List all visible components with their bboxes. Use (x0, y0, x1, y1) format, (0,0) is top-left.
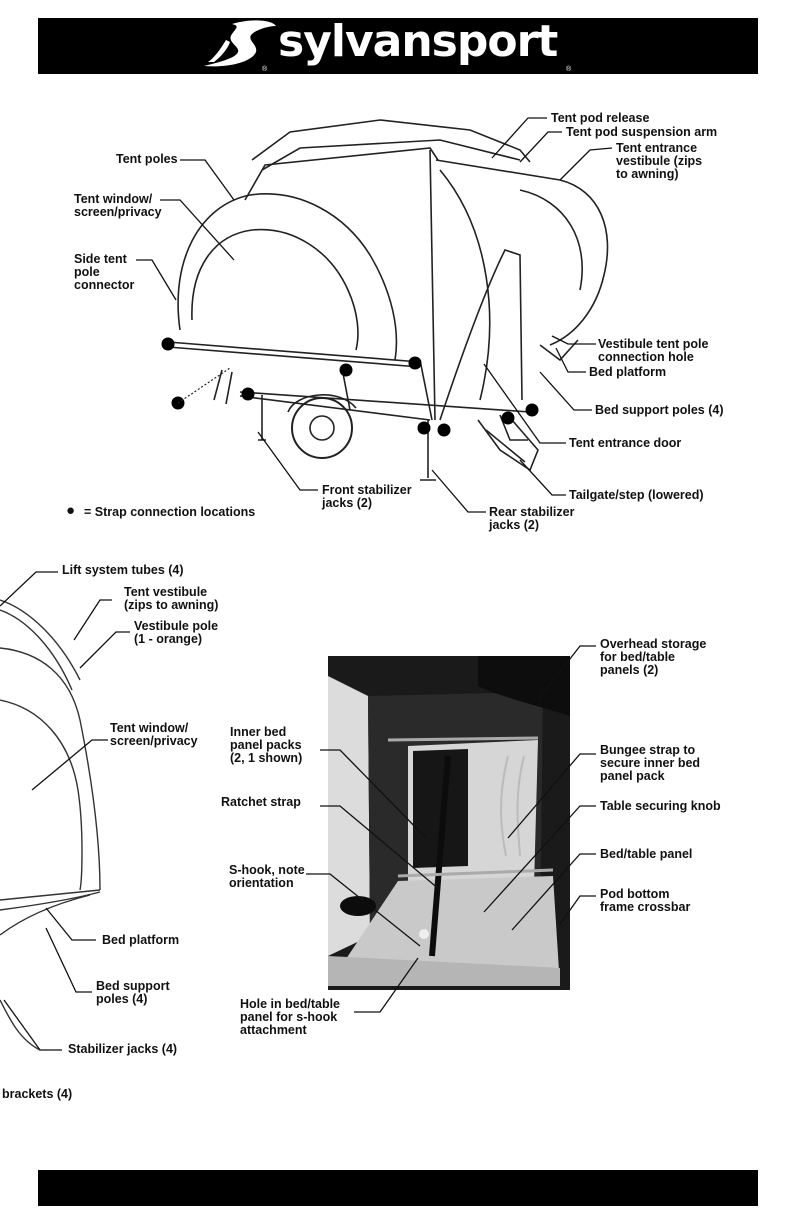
label-stabilizer-jacks: Stabilizer jacks (4) (68, 1042, 178, 1056)
label-side-bed-platform: Bed platform (102, 933, 180, 947)
label-rear-stabilizer-jacks: Rear stabilizer jacks (2) (489, 505, 575, 532)
label-bed-support-poles: Bed support poles (4) (595, 403, 724, 417)
brand-name: sylvansport (278, 16, 558, 67)
label-vestibule-pole: Vestibule pole (1 - orange) (134, 619, 219, 646)
label-lift-system-tubes: Lift system tubes (4) (62, 563, 184, 577)
label-tent-window: Tent window/ screen/privacy (74, 192, 162, 219)
label-tent-poles: Tent poles (116, 152, 178, 166)
label-tailgate-step: Tailgate/step (lowered) (569, 488, 704, 502)
label-bungee-strap: Bungee strap to secure inner bed panel pack (600, 743, 701, 783)
legend-text: = Strap connection locations (84, 505, 256, 519)
label-tent-pod-suspension-arm: Tent pod suspension arm (566, 125, 718, 139)
label-tent-entrance-vestibule: Tent entrance vestibule (zips to awning) (616, 141, 703, 181)
legend-dot-icon: ● (66, 502, 76, 519)
label-table-securing-knob: Table securing knob (600, 799, 721, 813)
label-vestibule-tent-pole-hole: Vestibule tent pole connection hole (598, 337, 709, 364)
footer-bar (38, 1170, 758, 1206)
label-side-bed-support-poles: Bed support poles (4) (96, 979, 170, 1006)
label-bed-platform: Bed platform (589, 365, 667, 379)
label-inner-bed-panel-packs: Inner bed panel packs (2, 1 shown) (230, 725, 303, 765)
label-overhead-storage: Overhead storage for bed/table panels (2) (600, 637, 707, 677)
label-front-stabilizer-jacks: Front stabilizer jacks (2) (322, 483, 412, 510)
label-side-tent-pole-connector: Side tent pole connector (74, 252, 135, 292)
label-brackets: brackets (4) (2, 1087, 73, 1101)
label-tent-entrance-door: Tent entrance door (569, 436, 682, 450)
label-hole-for-s-hook: Hole in bed/table panel for s-hook attachment (240, 997, 341, 1037)
label-pod-bottom-crossbar: Pod bottom frame crossbar (600, 887, 691, 914)
label-tent-vestibule: Tent vestibule (zips to awning) (124, 585, 219, 612)
label-s-hook: S-hook, note orientation (229, 863, 305, 890)
label-ratchet-strap: Ratchet strap (221, 795, 301, 809)
label-bed-table-panel: Bed/table panel (600, 847, 693, 861)
label-tent-pod-release: Tent pod release (551, 111, 650, 125)
registered-mark: ® (262, 66, 268, 73)
label-side-tent-window: Tent window/ screen/privacy (110, 721, 198, 748)
registered-mark-2: ® (566, 66, 572, 73)
